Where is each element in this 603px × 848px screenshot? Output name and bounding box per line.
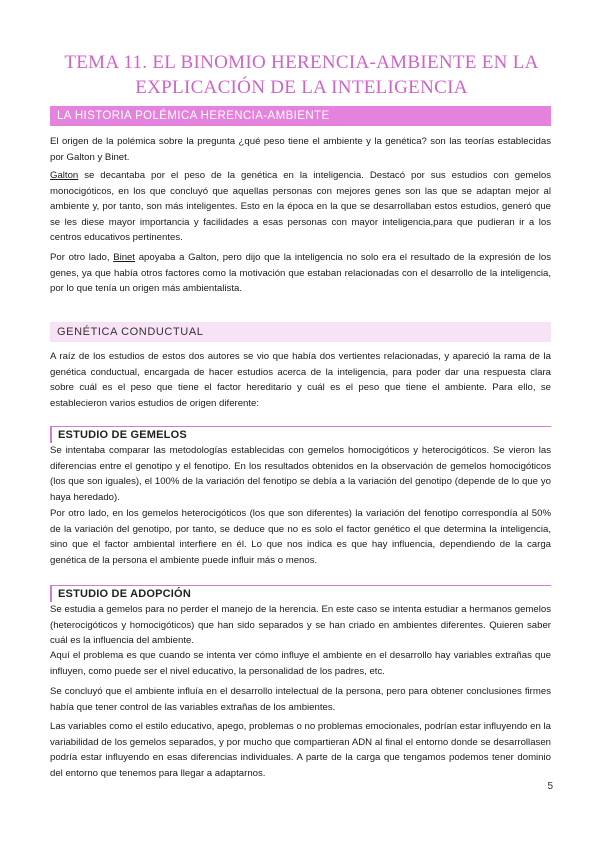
paragraph-gemelos-1: Se intentaba comparar las metodologías establecidas con gemelos homocigóticos y heterocigóticos. Se vieron las diferencias entre el genotipo y el fenotipo. En los resultados obtenidos en la observación de gemelos homocigóticos (los que son iguales), el 100% de la variación del fenotipo se debía a la variación del genotipo (depende de lo que yo haya heredado). [50, 445, 551, 503]
galton-text: se decantaba por el peso de la genética en la inteligencia. Destacó por sus estudios con gemelos monocigóticos, en los que concluyó que aquellas personas con mejores genes son las que se adaptan mejor al ambiente y, por tanto, son más inteligentes. Esto en la época en la que se desarrollaban estos estudios, generó que se les diese mayor importancia y facilidades a esas personas con mayor inteligencia,para que pudieran ir a los centros educativos pertinentes. [50, 170, 551, 243]
page-title [40, 50, 563, 100]
subheading-adopcion: ESTUDIO DE ADOPCIÓN [50, 585, 551, 602]
paragraph-galton [50, 168, 551, 246]
paragraph-genetica: A raíz de los estudios de estos dos autores se vio que había dos vertientes relacionadas, y apareció la rama de la genética conductual, encargada de hacer estudios acerca de la inteligencia, para poder dar una respuesta clara sobre cuál es el peso que tiene el factor hereditario y cuál es el peso que tiene el ambiente. Para ello, se establecieron varios estudios de origen diferente: [50, 351, 551, 409]
paragraph-binet [50, 250, 551, 297]
binet-name: Binet [113, 252, 136, 263]
galton-name: Galton [50, 170, 79, 181]
page-number: 5 [547, 781, 553, 792]
binet-text: apoyaba a Galton, pero dijo que la inteligencia no solo era el resultado de la expresión de los genes, ya que había otros factores como la motivación que estaban relacionadas con el desarrollo de la inteligencia, por lo que tenía un origen más ambientalista. [50, 252, 551, 294]
subheading-gemelos: ESTUDIO DE GEMELOS [50, 426, 551, 443]
title-line-1: TEMA 11. EL BINOMIO HERENCIA-AMBIENTE EN LA [64, 52, 539, 73]
paragraph-adopcion-1: Se estudia a gemelos para no perder el manejo de la herencia. En este caso se intenta estudiar a hermanos gemelos (heterocigóticos y homocigóticos) que han sido separados y se han criado en ambientes diferentes. Quieren saber cuál es la influencia del ambiente. [50, 604, 551, 646]
paragraph-origen: El origen de la polémica sobre la pregunta ¿qué peso tiene el ambiente y la genética? son las teorías establecidas por Galton y Binet. [50, 136, 551, 163]
paragraph-gemelos-2: Por otro lado, en los gemelos heterocigóticos (los que son diferentes) la variación del fenotipo correspondía al 50% de la variación del genotipo, por tanto, se deduce que no es solo el factor genético el que determina la inteligencia, sino que el factor ambiental interfiere en él. Lo que nos indica es que hay influencia, dependiendo de la carga genética de la persona el ambiente puede influir más o menos. [50, 508, 551, 566]
title-line-2: EXPLICACIÓN DE LA INTELIGENCIA [135, 77, 468, 98]
paragraph-adopcion-3: Se concluyó que el ambiente influía en el desarrollo intelectual de la persona, pero para obtener conclusiones firmes había que tener control de las variables extrañas de los ambientes. [50, 686, 551, 713]
section-banner-historia: LA HISTORIA POLÉMICA HERENCIA-AMBIENTE [50, 106, 551, 126]
paragraph-adopcion-4: Las variables como el estilo educativo, apego, problemas o no problemas emocionales, podrían estar influyendo en la variabilidad de los gemelos separados, y por mucho que compartieran ADN al final el entorno donde se desarrollasen podría estar influyendo en esas diferencias individuales. A parte de la carga que tengamos podemos tener dominio del entorno que tenemos para llegar a adaptarnos. [50, 721, 551, 779]
binet-pre: Por otro lado, [50, 252, 114, 263]
paragraph-adopcion-2: Aquí el problema es que cuando se intenta ver cómo influye el ambiente en el desarrollo hay variables extrañas que influyen, como puede ser el nivel educativo, la personalidad de los padres, etc. [50, 650, 551, 677]
section-heading-genetica: GENÉTICA CONDUCTUAL [50, 322, 551, 342]
